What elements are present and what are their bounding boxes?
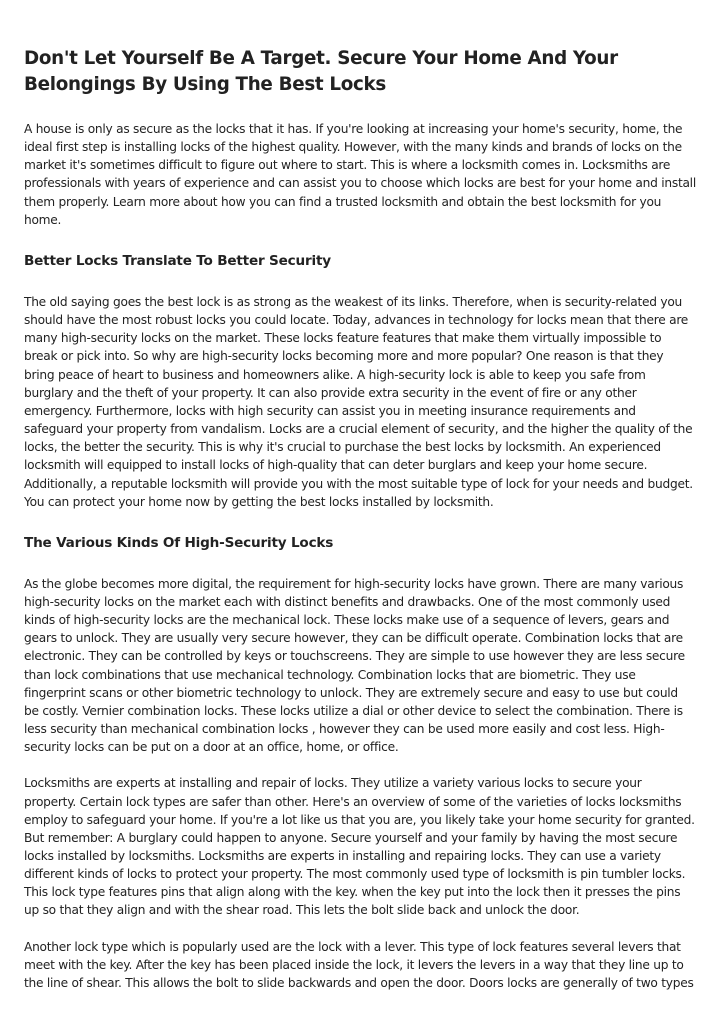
article — [24, 46, 696, 992]
intro-paragraph: A house is only as secure as the locks that it has. If you're looking at increasing your home's security, home, the ideal first step is installing locks of the highest quality. However, with the many kinds and brands of locks on the market it's sometimes difficult to figure out where to start. This is where a locksmith comes in. Locksmiths are professionals with years of experience and can assist you to choose which locks are best for your home and install them properly. Learn more about how you can find a trusted locksmith and obtain the best locksmith for you home. — [24, 122, 696, 227]
section-heading-better-locks: Better Locks Translate To Better Security — [24, 252, 331, 269]
section-paragraph-various-kinds: As the globe becomes more digital, the requirement for high-security locks have grown. There are many various high-security locks on the market each with distinct benefits and drawbacks. One of the most commonly used kinds of high-security locks are the mechanical lock. These locks make use of a sequence of levers, gears and gears to unlock. They are usually very secure however, they can be difficult operate. Combination locks that are electronic. They can be controlled by keys or touchscreens. They are simple to use however they are less secure than lock combinations that use mechanical technology. Combination locks that are biometric. They use fingerprint scans or other biometric technology to unlock. They are extremely secure and easy to use but could be costly. Vernier combination locks. These locks utilize a dial or other device to select the combination. There is less security than mechanical combination locks , however they can be used more easily and cost less. High-security locks can be put on a door at an office, home, or office. — [24, 576, 685, 755]
article-title: Don't Let Yourself Be A Target. Secure Your Home And Your Belongings By Using The Best Locks — [24, 48, 618, 95]
section-paragraph-lever-lock: Another lock type which is popularly used are the lock with a lever. This type of lock features several levers that meet with the key. After the key has been placed inside the lock, it levers the levers in a way that they line up to the line of shear. This allows the bolt to slide backwards and open the door. Doors locks are generally of two types — [24, 939, 694, 990]
section-paragraph-locksmiths: Locksmiths are experts at installing and repair of locks. They utilize a variety various locks to secure your property. Certain lock types are safer than other. Here's an overview of some of the varieties of locks locksmiths employ to safeguard your home. If you're a lot like us that you are, you likely take your home security for granted. But remember: A burglary could happen to anyone. Secure yourself and your family by having the most secure locks installed by locksmiths. Locksmiths are experts in installing and repairing locks. They can use a variety different kinds of locks to protect your property. The most commonly used type of locksmith is pin tumbler locks. This lock type features pins that align along with the key. when the key put into the lock then it presses the pins up so that they align and with the shear road. This lets the bolt slide back and unlock the door. — [24, 776, 695, 918]
section-heading-various-kinds: The Various Kinds Of High-Security Locks — [24, 534, 334, 551]
section-paragraph-better-locks: The old saying goes the best lock is as strong as the weakest of its links. Therefore, when is security-related you should have the most robust locks you could locate. Today, advances in technology for locks mean that there are many high-security locks on the market. These locks feature features that make them virtually impossible to break or pick into. So why are high-security locks becoming more and more popular? One reason is that they bring peace of heart to business and homeowners alike. A high-security lock is able to keep you safe from burglary and the theft of your property. It can also provide extra security in the event of fire or any other emergency. Furthermore, locks with high security can assist you in meeting insurance requirements and safeguard your property from vandalism. Locks are a crucial element of security, and the higher the quality of the locks, the better the security. This is why it's crucial to purchase the best locks by locksmith. An experienced locksmith will equipped to install locks of high-quality that can deter burglars and keep your home secure. Additionally, a reputable locksmith will provide you with the most suitable type of lock for your needs and budget. You can protect your home now by getting the best locks installed by locksmith. — [24, 294, 693, 509]
